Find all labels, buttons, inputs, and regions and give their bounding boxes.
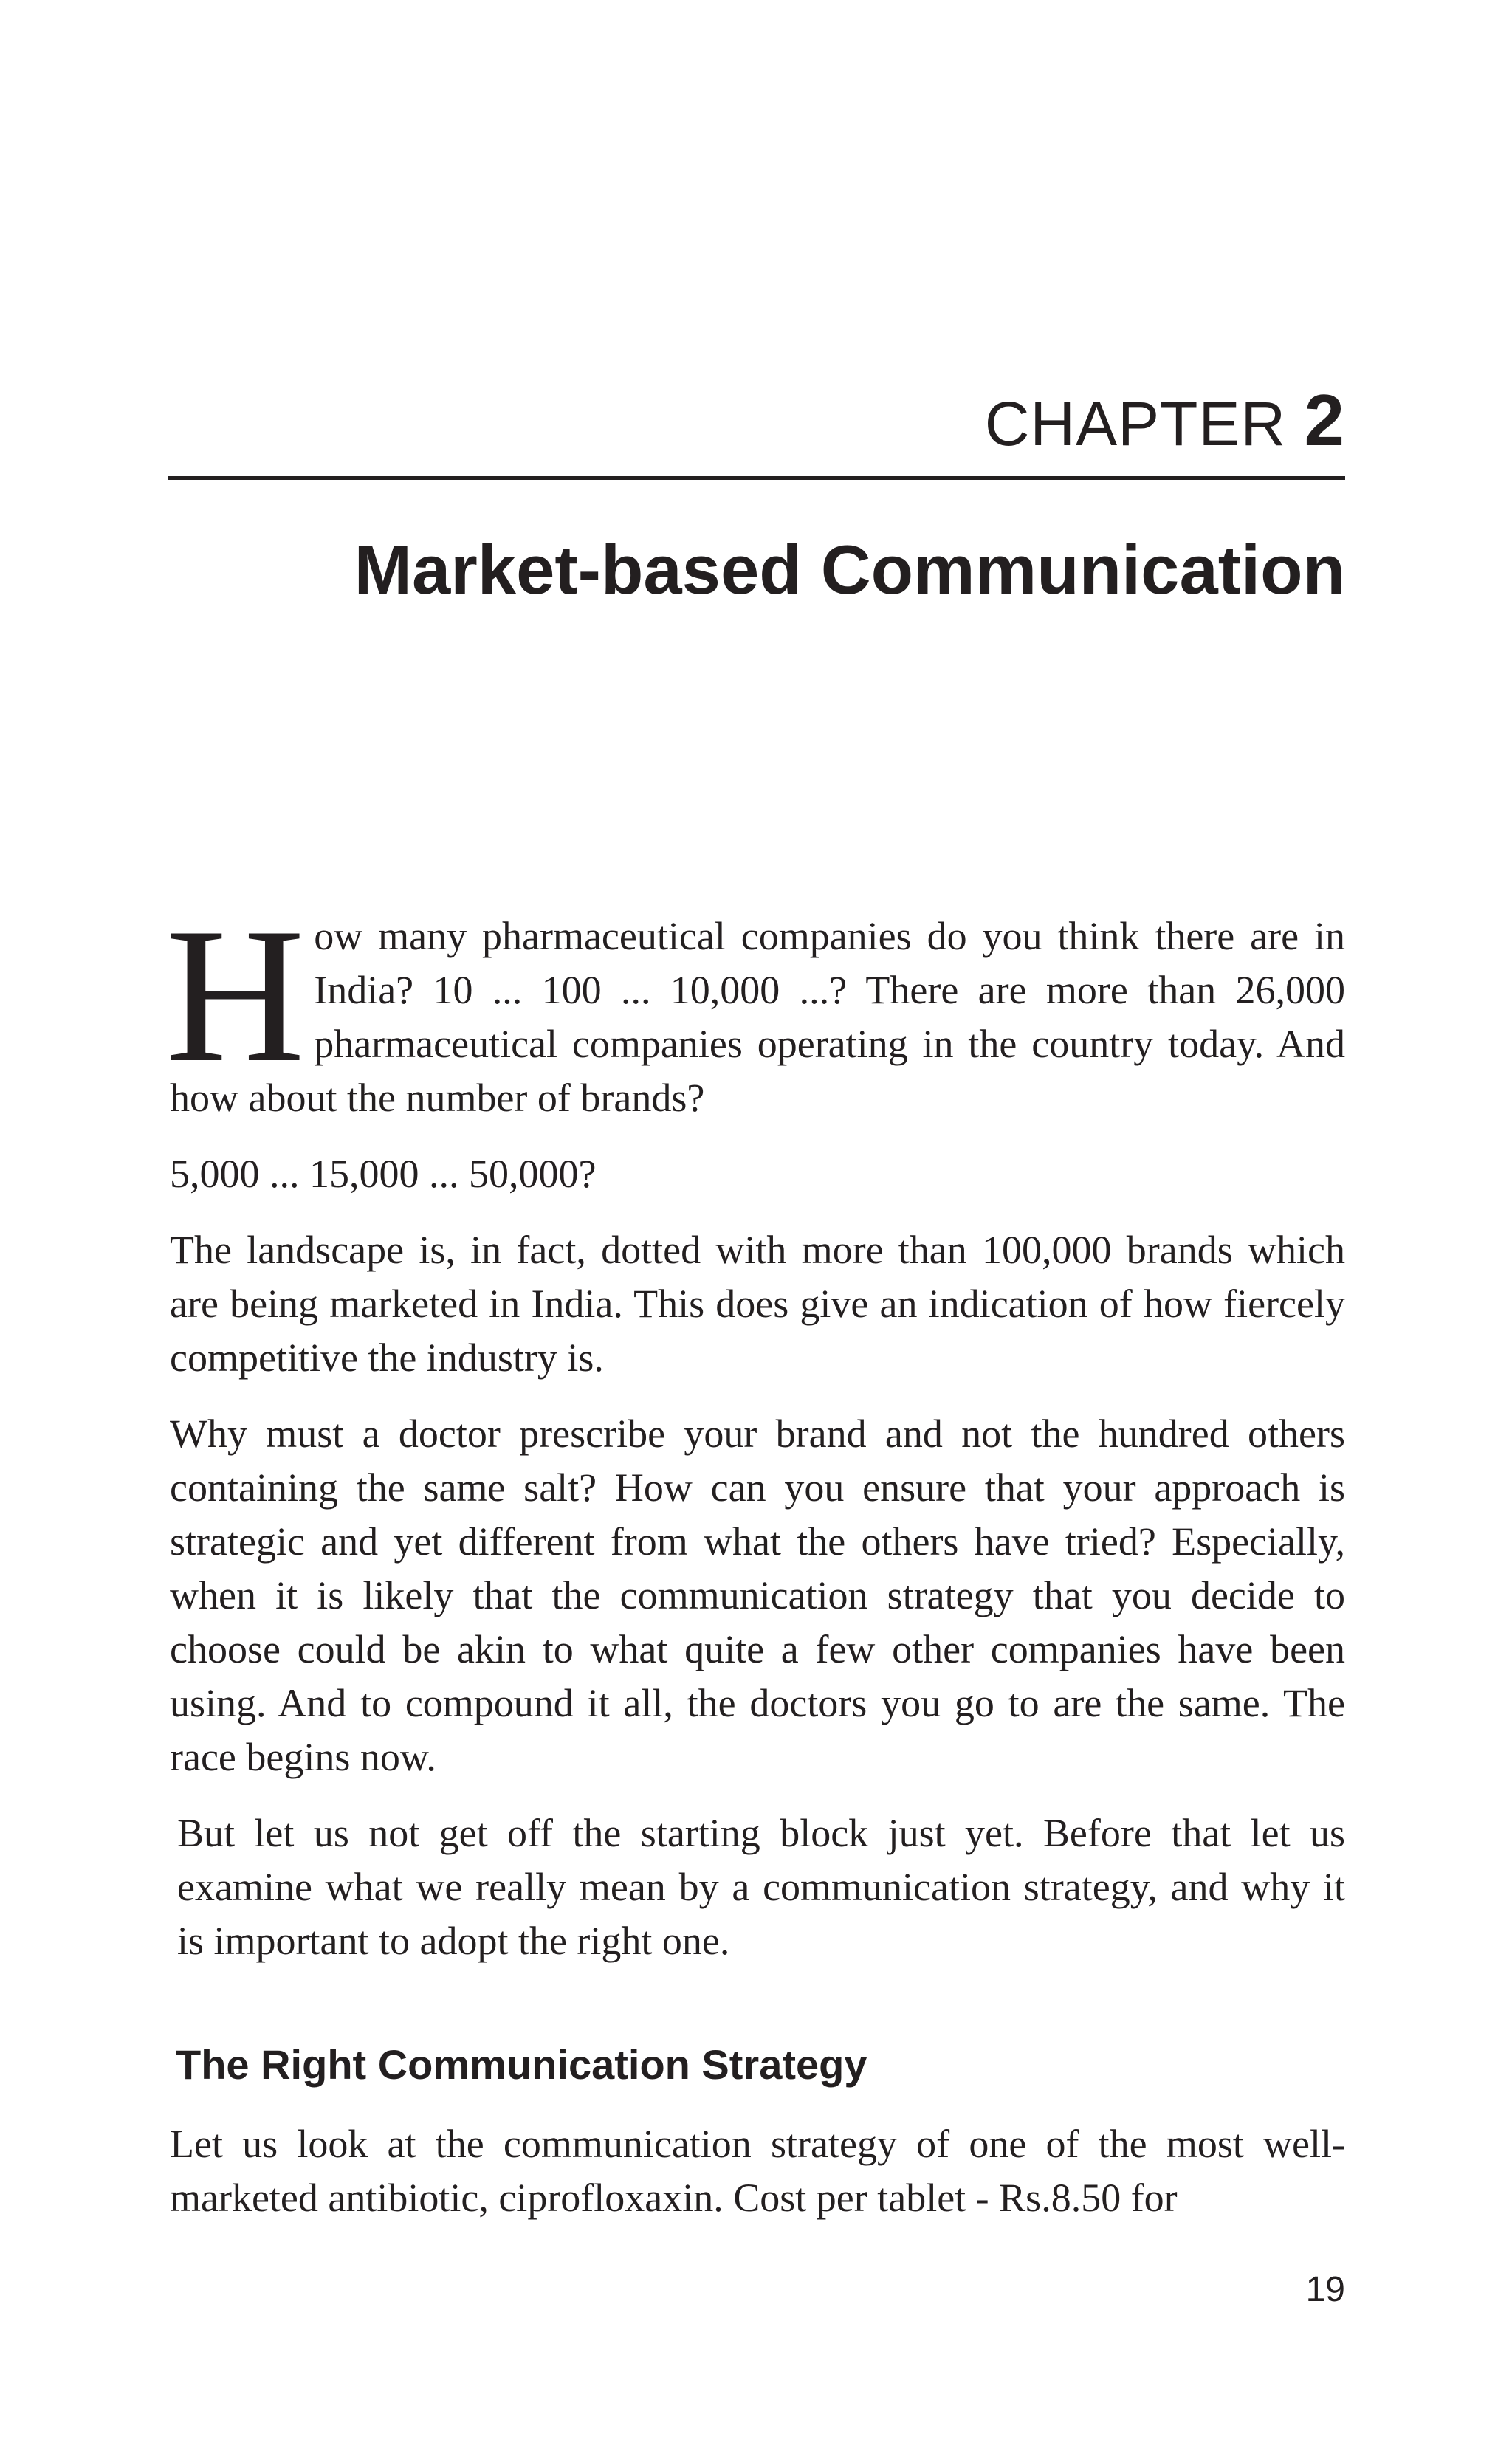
paragraph: 5,000 ... 15,000 ... 50,000?: [170, 1152, 597, 1196]
paragraph: The landscape is, in fact, dotted with more than 100,000 brands which are being marketed in India. This does give an indication of how fiercely competitive the industry is.: [170, 1228, 1345, 1380]
chapter-label: [984, 379, 1345, 461]
chapter-divider: [168, 476, 1345, 480]
section-heading: The Right Communication Strategy: [176, 2041, 867, 2088]
paragraph: Why must a doctor prescribe your brand and not the hundred others containing the same salt? How can you ensure that your approach is strategic and yet different from what the others have tried? Especially, when it is likely that the communication strategy that you decide to choose could be akin to what quite a few other companies have been using. And to compound it all, the doctors you go to are the same. The race begins now.: [170, 1412, 1345, 1779]
page-number: 19: [1305, 2270, 1345, 2309]
section-text: [170, 2117, 1345, 2247]
first-paragraph-text: ow many pharmaceutical companies do you think there are in India? 10 ... 100 ... 10,000 ...? There are more than 26,000 pharmaceutical companies operating in the country today. And how about the number of brands?: [170, 914, 1345, 1120]
first-paragraph: [165, 888, 1345, 1125]
chapter-word: CHAPTER: [984, 389, 1287, 458]
chapter-title: Market-based Communication: [354, 531, 1345, 608]
paragraph: But let us not get off the starting block just yet. Before that let us examine what we really mean by a communication strategy, and why it is important to adopt the right one.: [177, 1811, 1345, 1963]
chapter-number: 2: [1304, 379, 1345, 461]
drop-cap: H: [165, 888, 306, 1102]
paragraph: Let us look at the communication strategy of one of the most well-marketed antibiotic, ciprofloxaxin. Cost per tablet - Rs.8.50 for: [170, 2122, 1345, 2220]
intro-text: [165, 888, 1345, 1990]
